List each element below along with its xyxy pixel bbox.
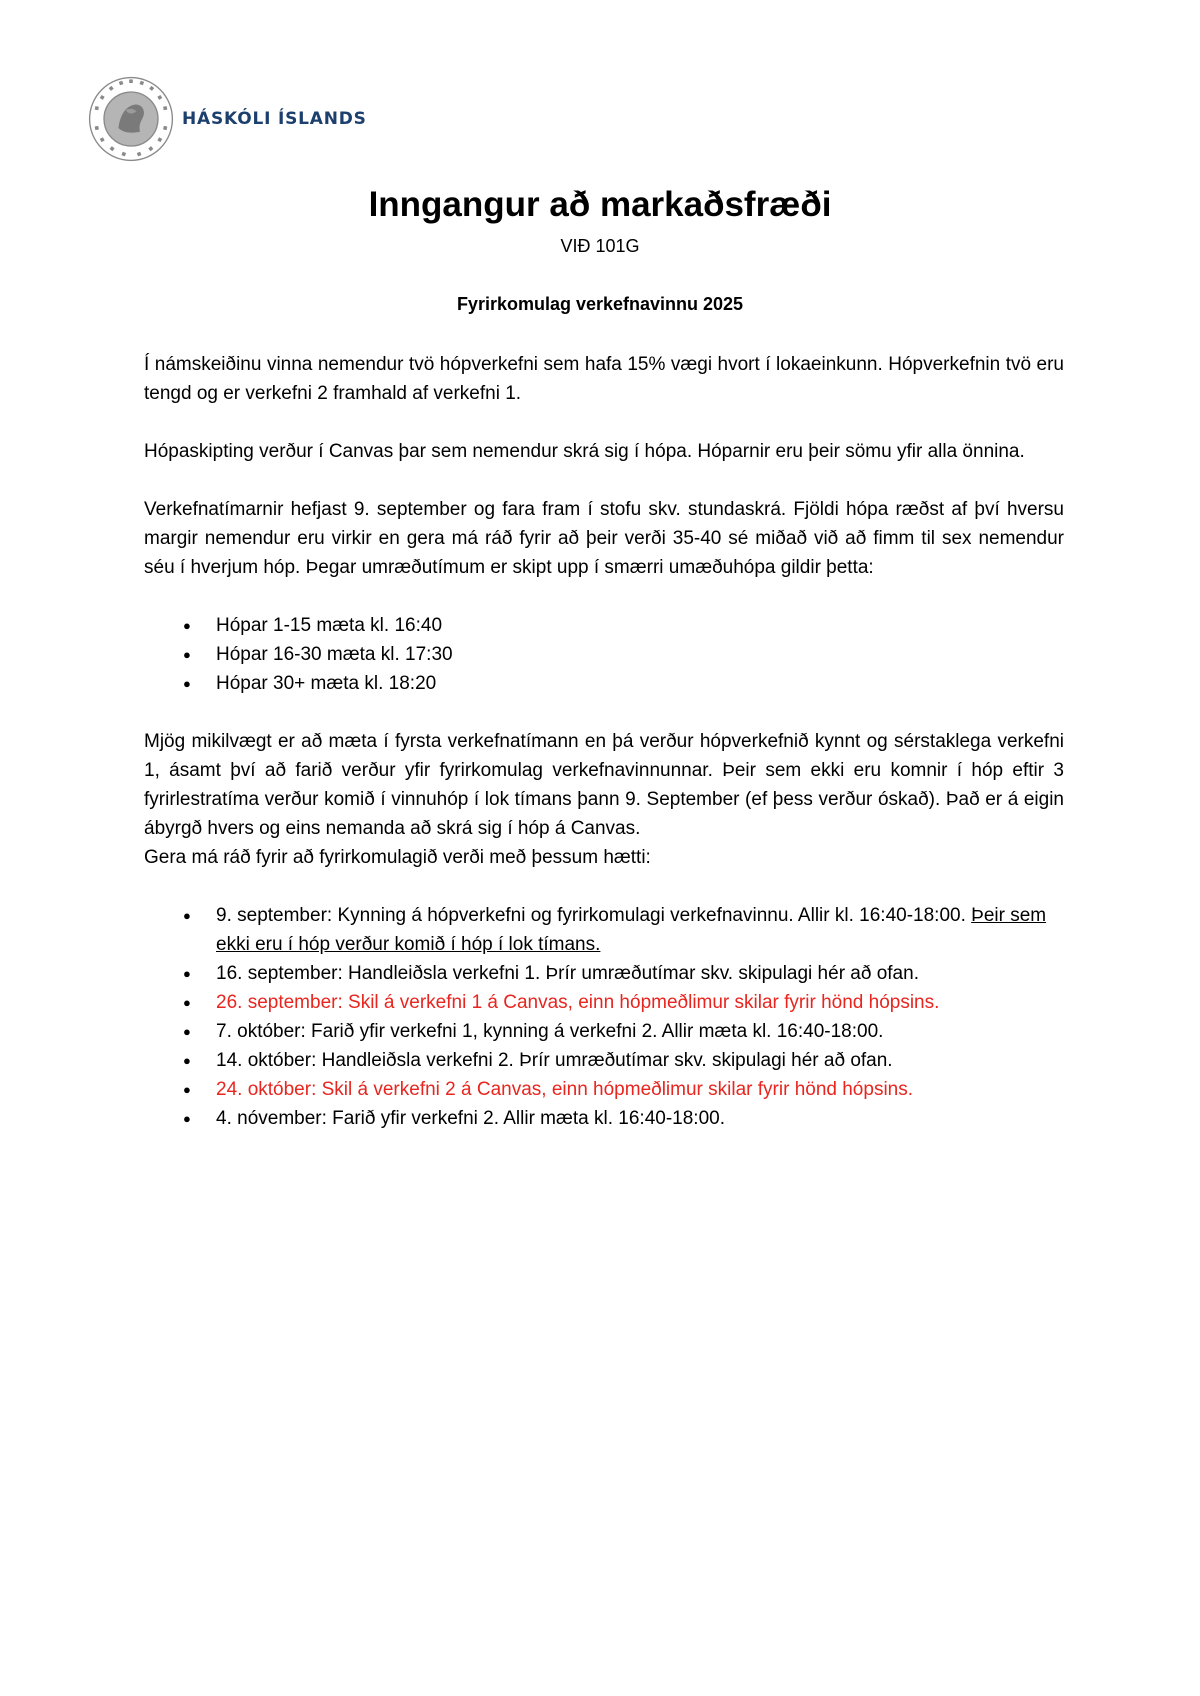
paragraph-group-split: Hópaskipting verður í Canvas þar sem nemendur skrá sig í hópa. Hóparnir eru þeir sömu yfir alla önnina. — [144, 441, 1025, 462]
paragraph-sessions: Verkefnatímarnir hefjast 9. september og fara fram í stofu skv. stundaskrá. Fjöldi hópa ræðst af því hversu margir nemendur eru virkir en gera má ráð fyrir að þeir verði 35-40 sé miðað við að fimm til sex nemendur séu í hverjum hóp. Þegar umræðutímum er skipt upp í smærri umæðuhópa gildir þetta: — [144, 499, 1064, 578]
document-title: Inngangur að markaðsfræði — [368, 185, 832, 224]
group-times-list — [144, 611, 1064, 698]
schedule-item-nov-4: ● 4. nóvember: Farið yfir verkefni 2. Allir mæta kl. 16:40-18:00. — [144, 1104, 1064, 1133]
schedule-item-sep-9 — [144, 901, 1064, 959]
university-seal-logo — [86, 74, 176, 164]
schedule-item-oct-24-deadline: ● 24. október: Skil á verkefni 2 á Canvas, einn hópmeðlimur skilar fyrir hönd hópsins. — [144, 1075, 1064, 1104]
university-header — [86, 74, 367, 164]
course-code: VIÐ 101G — [560, 236, 640, 256]
list-item: ● Hópar 30+ mæta kl. 18:20 — [144, 669, 1064, 698]
schedule-list — [144, 901, 1064, 1133]
schedule-item-text: 9. september: Kynning á hópverkefni og fyrirkomulagi verkefnavinnu. Allir kl. 16:40-18:00. — [216, 905, 966, 926]
schedule-item-sep-16: ● 16. september: Handleiðsla verkefni 1. Þrír umræðutímar skv. skipulagi hér að ofan. — [144, 959, 1064, 988]
schedule-item-note: Þeir sem ekki eru í hóp verður komið í hóp í lok tímans. — [216, 905, 1047, 955]
schedule-item-oct-14: ● 14. október: Handleiðsla verkefni 2. Þrír umræðutímar skv. skipulagi hér að ofan. — [144, 1046, 1064, 1075]
paragraph-intro: Í námskeiðinu vinna nemendur tvö hópverkefni sem hafa 15% vægi hvort í lokaeinkunn. Hópverkefnin tvö eru tengd og er verkefni 2 framhald af verkefni 1. — [144, 354, 1064, 404]
list-item: ● Hópar 16-30 mæta kl. 17:30 — [144, 640, 1064, 669]
university-name: HÁSKÓLI ÍSLANDS — [182, 109, 367, 129]
document-subtitle: Fyrirkomulag verkefnavinnu 2025 — [456, 294, 744, 314]
list-item: ● Hópar 1-15 mæta kl. 16:40 — [144, 611, 1064, 640]
paragraph-schedule-intro: Gera má ráð fyrir að fyrirkomulagið verði með þessum hætti: — [144, 847, 651, 868]
schedule-item-oct-7: ● 7. október: Farið yfir verkefni 1, kynning á verkefni 2. Allir mæta kl. 16:40-18:00. — [144, 1017, 1064, 1046]
paragraph-first-session: Mjög mikilvægt er að mæta í fyrsta verkefnatímann en þá verður hópverkefnið kynnt og sérstaklega verkefni 1, ásamt því að farið verður yfir fyrirkomulag verkefnavinnunnar. Þeir sem ekki eru komnir í hóp eftir 3 fyrirlestratíma verður komið í vinnuhóp í lok tímans þann 9. September (ef þess verður óskað). Það er á eigin ábyrgð hvers og eins nemanda að skrá sig í hóp á Canvas. — [144, 731, 1064, 839]
schedule-item-sep-26-deadline: ● 26. september: Skil á verkefni 1 á Canvas, einn hópmeðlimur skilar fyrir hönd hópsins. — [144, 988, 1064, 1017]
document-body — [144, 350, 1064, 1162]
